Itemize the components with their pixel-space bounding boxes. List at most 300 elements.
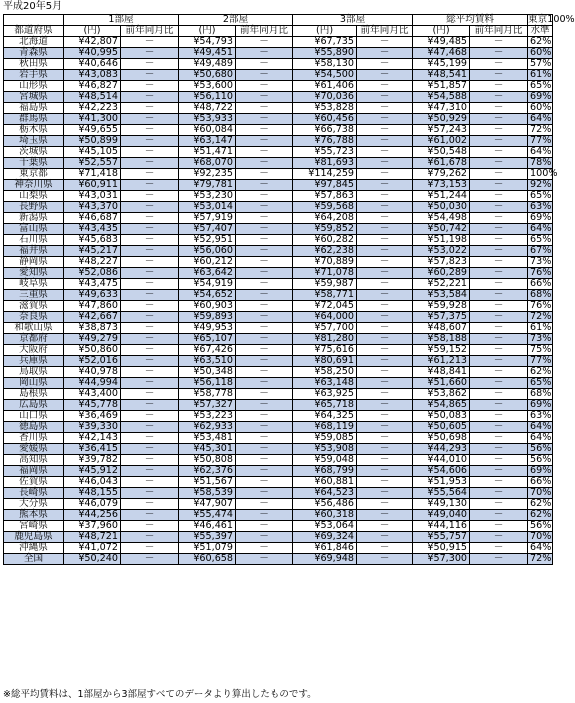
pref-cell: 北海道 [4,37,64,48]
rent-average: ¥52,221 [413,279,470,290]
yoy-3room: － [357,455,413,466]
yoy-2room: － [236,246,293,257]
rent-3room: ¥68,799 [293,466,357,477]
rent-1room: ¥60,911 [64,180,121,191]
rent-1room: ¥42,143 [64,433,121,444]
rent-average: ¥55,564 [413,488,470,499]
yoy-3room: － [357,543,413,554]
pref-cell: 全国 [4,554,64,565]
yoy-2room: － [236,345,293,356]
yoy-1room: － [121,466,179,477]
table-row [4,158,553,169]
rent-1room: ¥42,807 [64,37,121,48]
yoy-1room: － [121,400,179,411]
yoy-average: － [470,114,528,125]
rent-1room: ¥49,279 [64,334,121,345]
yoy-1room: － [121,499,179,510]
table-body [4,36,558,565]
table-row [4,125,553,136]
rent-3room: ¥59,987 [293,279,357,290]
rent-3room: ¥60,881 [293,477,357,488]
tokyo-level: 64% [528,543,553,554]
rent-2room: ¥67,426 [179,345,236,356]
rent-1room: ¥44,256 [64,510,121,521]
table-row [4,312,553,323]
rent-2room: ¥60,212 [179,257,236,268]
pref-cell: 大分県 [4,499,64,510]
yoy-3room: － [357,400,413,411]
yoy-2room: － [236,477,293,488]
yoy-3room: － [357,125,413,136]
pref-cell: 愛媛県 [4,444,64,455]
yoy-2room: － [236,114,293,125]
yoy-average: － [470,367,528,378]
yoy-average: － [470,477,528,488]
yoy-2room: － [236,422,293,433]
table-row [4,356,553,367]
pref-cell: 宮城県 [4,92,64,103]
yoy-average: － [470,257,528,268]
rent-average: ¥45,199 [413,59,470,70]
yoy-average: － [470,70,528,81]
yoy-2room: － [236,400,293,411]
yoy-average: － [470,389,528,400]
table-row [4,455,553,466]
yoy-3room: － [357,158,413,169]
rent-3room: ¥67,735 [293,37,357,48]
yoy-average: － [470,422,528,433]
yoy-3room: － [357,202,413,213]
header-yen-1: (円) [64,26,121,37]
yoy-1room: － [121,290,179,301]
rent-3room: ¥65,718 [293,400,357,411]
table-row [4,367,553,378]
rent-average: ¥61,213 [413,356,470,367]
rent-average: ¥51,857 [413,81,470,92]
rent-1room: ¥40,995 [64,48,121,59]
rent-1room: ¥52,086 [64,268,121,279]
rent-3room: ¥56,486 [293,499,357,510]
yoy-1room: － [121,59,179,70]
yoy-1room: － [121,477,179,488]
rent-1room: ¥50,899 [64,136,121,147]
header-row-groups [4,15,553,26]
rent-average: ¥61,002 [413,136,470,147]
yoy-1room: － [121,70,179,81]
pref-cell: 静岡県 [4,257,64,268]
table-row [4,477,553,488]
yoy-average: － [470,279,528,290]
rent-2room: ¥57,327 [179,400,236,411]
rent-2room: ¥63,642 [179,268,236,279]
tokyo-level: 73% [528,334,553,345]
rent-1room: ¥44,994 [64,378,121,389]
yoy-average: － [470,444,528,455]
yoy-3room: － [357,136,413,147]
yoy-2room: － [236,499,293,510]
yoy-3room: － [357,213,413,224]
table-row [4,466,553,477]
yoy-3room: － [357,48,413,59]
pref-cell: 兵庫県 [4,356,64,367]
rent-3room: ¥72,045 [293,301,357,312]
yoy-1room: － [121,488,179,499]
yoy-3room: － [357,59,413,70]
rent-1room: ¥71,418 [64,169,121,180]
yoy-2room: － [236,257,293,268]
pref-cell: 山形県 [4,81,64,92]
yoy-1room: － [121,510,179,521]
rent-average: ¥47,468 [413,48,470,59]
yoy-3room: － [357,301,413,312]
yoy-3room: － [357,290,413,301]
yoy-average: － [470,356,528,367]
yoy-1room: － [121,334,179,345]
yoy-3room: － [357,279,413,290]
rent-2room: ¥50,808 [179,455,236,466]
yoy-average: － [470,169,528,180]
yoy-average: － [470,543,528,554]
table-row [4,81,553,92]
rent-3room: ¥55,890 [293,48,357,59]
rent-1room: ¥46,079 [64,499,121,510]
rent-3room: ¥53,828 [293,103,357,114]
pref-cell: 長崎県 [4,488,64,499]
header-yen-avg: (円) [413,26,470,37]
yoy-average: － [470,235,528,246]
rent-3room: ¥97,845 [293,180,357,191]
rent-2room: ¥60,658 [179,554,236,565]
yoy-1room: － [121,444,179,455]
tokyo-level: 67% [528,246,553,257]
yoy-2room: － [236,59,293,70]
rent-1room: ¥38,873 [64,323,121,334]
yoy-1room: － [121,356,179,367]
yoy-3room: － [357,147,413,158]
pref-cell: 和歌山県 [4,323,64,334]
rent-average: ¥44,010 [413,455,470,466]
pref-cell: 高知県 [4,455,64,466]
table-row [4,279,553,290]
yoy-2room: － [236,433,293,444]
rent-1room: ¥41,300 [64,114,121,125]
yoy-3room: － [357,257,413,268]
table-row [4,48,553,59]
yoy-2room: － [236,92,293,103]
yoy-average: － [470,455,528,466]
table-row [4,323,553,334]
rent-1room: ¥36,469 [64,411,121,422]
yoy-1room: － [121,411,179,422]
rent-average: ¥50,083 [413,411,470,422]
yoy-average: － [470,521,528,532]
yoy-2room: － [236,334,293,345]
rent-average: ¥73,153 [413,180,470,191]
pref-cell: 神奈川県 [4,180,64,191]
yoy-3room: － [357,92,413,103]
rent-2room: ¥46,461 [179,521,236,532]
rent-average: ¥50,915 [413,543,470,554]
rent-3room: ¥81,280 [293,334,357,345]
table-row [4,92,553,103]
rent-1room: ¥43,400 [64,389,121,400]
rent-average: ¥59,928 [413,301,470,312]
rent-average: ¥50,605 [413,422,470,433]
tokyo-level: 62% [528,510,553,521]
yoy-2room: － [236,312,293,323]
rent-average: ¥50,742 [413,224,470,235]
yoy-average: － [470,532,528,543]
pref-cell: 石川県 [4,235,64,246]
tokyo-level: 60% [528,103,553,114]
rent-3room: ¥64,000 [293,312,357,323]
rent-2room: ¥50,348 [179,367,236,378]
table-row [4,70,553,81]
yoy-1room: － [121,48,179,59]
tokyo-level: 77% [528,136,553,147]
header-level: 水準 [528,26,553,37]
pref-cell: 広島県 [4,400,64,411]
rent-1room: ¥42,223 [64,103,121,114]
rent-2room: ¥57,407 [179,224,236,235]
yoy-1room: － [121,367,179,378]
yoy-1room: － [121,114,179,125]
yoy-1room: － [121,158,179,169]
tokyo-level: 72% [528,554,553,565]
rent-average: ¥49,130 [413,499,470,510]
table-row [4,191,553,202]
yoy-2room: － [236,488,293,499]
yoy-2room: － [236,136,293,147]
rent-3room: ¥60,456 [293,114,357,125]
rent-1room: ¥42,667 [64,312,121,323]
yoy-3room: － [357,422,413,433]
rent-1room: ¥52,557 [64,158,121,169]
rent-table [3,14,575,565]
rent-2room: ¥53,223 [179,411,236,422]
rent-average: ¥61,678 [413,158,470,169]
rent-1room: ¥45,778 [64,400,121,411]
header-yen-3: (円) [293,26,357,37]
yoy-1room: － [121,37,179,48]
rent-average: ¥57,823 [413,257,470,268]
rent-3room: ¥58,771 [293,290,357,301]
yoy-average: － [470,290,528,301]
yoy-2room: － [236,301,293,312]
yoy-2room: － [236,48,293,59]
tokyo-level: 64% [528,147,553,158]
yoy-1room: － [121,422,179,433]
pref-cell: 栃木県 [4,125,64,136]
yoy-1room: － [121,433,179,444]
tokyo-level: 62% [528,499,553,510]
tokyo-level: 63% [528,202,553,213]
pref-cell: 新潟県 [4,213,64,224]
rent-1room: ¥48,721 [64,532,121,543]
rent-3room: ¥63,148 [293,378,357,389]
tokyo-level: 68% [528,389,553,400]
rent-average: ¥57,375 [413,312,470,323]
yoy-2room: － [236,125,293,136]
yoy-3room: － [357,246,413,257]
rent-average: ¥49,485 [413,37,470,48]
yoy-2room: － [236,367,293,378]
table-row [4,114,553,125]
rent-1room: ¥48,227 [64,257,121,268]
yoy-average: － [470,92,528,103]
header-row-units [4,26,553,37]
yoy-3room: － [357,323,413,334]
rent-1room: ¥50,240 [64,554,121,565]
header-yen-2: (円) [179,26,236,37]
rent-average: ¥51,198 [413,235,470,246]
rent-3room: ¥66,738 [293,125,357,136]
table-row [4,389,553,400]
yoy-2room: － [236,191,293,202]
yoy-1room: － [121,147,179,158]
table-row [4,510,553,521]
rent-3room: ¥81,693 [293,158,357,169]
table-row [4,345,553,356]
rent-1room: ¥45,105 [64,147,121,158]
rent-2room: ¥59,893 [179,312,236,323]
yoy-average: － [470,301,528,312]
rent-average: ¥60,289 [413,268,470,279]
rent-2room: ¥51,567 [179,477,236,488]
pref-cell: 鳥取県 [4,367,64,378]
table-row [4,532,553,543]
yoy-2room: － [236,323,293,334]
yoy-1room: － [121,246,179,257]
yoy-2room: － [236,279,293,290]
yoy-2room: － [236,158,293,169]
table-row [4,246,553,257]
yoy-average: － [470,411,528,422]
yoy-2room: － [236,378,293,389]
tokyo-level: 75% [528,345,553,356]
yoy-average: － [470,334,528,345]
yoy-2room: － [236,235,293,246]
tokyo-level: 56% [528,444,553,455]
rent-1room: ¥40,978 [64,367,121,378]
rent-1room: ¥46,687 [64,213,121,224]
yoy-1room: － [121,301,179,312]
tokyo-level: 73% [528,257,553,268]
pref-cell: 佐賀県 [4,477,64,488]
pref-cell: 熊本県 [4,510,64,521]
rent-3room: ¥64,523 [293,488,357,499]
yoy-2room: － [236,290,293,301]
yoy-1room: － [121,180,179,191]
tokyo-level: 64% [528,422,553,433]
yoy-average: － [470,103,528,114]
rent-2room: ¥56,110 [179,92,236,103]
rent-average: ¥57,300 [413,554,470,565]
table-row [4,378,553,389]
yoy-1room: － [121,312,179,323]
rent-3room: ¥60,282 [293,235,357,246]
pref-cell: 山口県 [4,411,64,422]
yoy-average: － [470,59,528,70]
yoy-2room: － [236,224,293,235]
table-row [4,411,553,422]
rent-1room: ¥45,912 [64,466,121,477]
rent-3room: ¥68,119 [293,422,357,433]
rent-3room: ¥69,948 [293,554,357,565]
tokyo-level: 66% [528,477,553,488]
rent-3room: ¥59,048 [293,455,357,466]
rent-2room: ¥54,919 [179,279,236,290]
pref-cell: 香川県 [4,433,64,444]
tokyo-level: 76% [528,301,553,312]
pref-cell: 東京都 [4,169,64,180]
tokyo-level: 76% [528,268,553,279]
yoy-2room: － [236,169,293,180]
yoy-3room: － [357,169,413,180]
footnote: ※総平均賃料は、1部屋から3部屋すべてのデータより算出したものです。 [3,689,317,700]
yoy-3room: － [357,532,413,543]
rent-average: ¥58,188 [413,334,470,345]
rent-average: ¥50,030 [413,202,470,213]
yoy-3room: － [357,411,413,422]
rent-2room: ¥49,451 [179,48,236,59]
yoy-1room: － [121,125,179,136]
yoy-3room: － [357,334,413,345]
rent-3room: ¥76,788 [293,136,357,147]
rent-2room: ¥51,079 [179,543,236,554]
tokyo-level: 77% [528,356,553,367]
rent-average: ¥48,841 [413,367,470,378]
rent-average: ¥50,929 [413,114,470,125]
table-row [4,180,553,191]
yoy-average: － [470,191,528,202]
table-row [4,169,553,180]
yoy-3room: － [357,466,413,477]
rent-2room: ¥79,781 [179,180,236,191]
tokyo-level: 100% [528,169,553,180]
yoy-1room: － [121,202,179,213]
rent-average: ¥51,244 [413,191,470,202]
rent-1room: ¥45,683 [64,235,121,246]
rent-3room: ¥63,925 [293,389,357,400]
tokyo-level: 69% [528,92,553,103]
rent-average: ¥54,865 [413,400,470,411]
tokyo-level: 62% [528,367,553,378]
pref-cell: 鹿児島県 [4,532,64,543]
table-row [4,433,553,444]
rent-3room: ¥59,852 [293,224,357,235]
tokyo-level: 72% [528,312,553,323]
rent-average: ¥48,541 [413,70,470,81]
rent-1room: ¥50,860 [64,345,121,356]
yoy-1room: － [121,191,179,202]
rent-2room: ¥55,474 [179,510,236,521]
yoy-2room: － [236,455,293,466]
tokyo-level: 60% [528,48,553,59]
header-overall: 総平均賃料 [413,15,528,26]
rent-2room: ¥47,907 [179,499,236,510]
rent-average: ¥53,022 [413,246,470,257]
yoy-2room: － [236,213,293,224]
rent-2room: ¥56,118 [179,378,236,389]
yoy-average: － [470,378,528,389]
tokyo-level: 65% [528,378,553,389]
yoy-3room: － [357,510,413,521]
tokyo-level: 64% [528,114,553,125]
yoy-average: － [470,125,528,136]
tokyo-level: 70% [528,532,553,543]
rent-average: ¥50,698 [413,433,470,444]
